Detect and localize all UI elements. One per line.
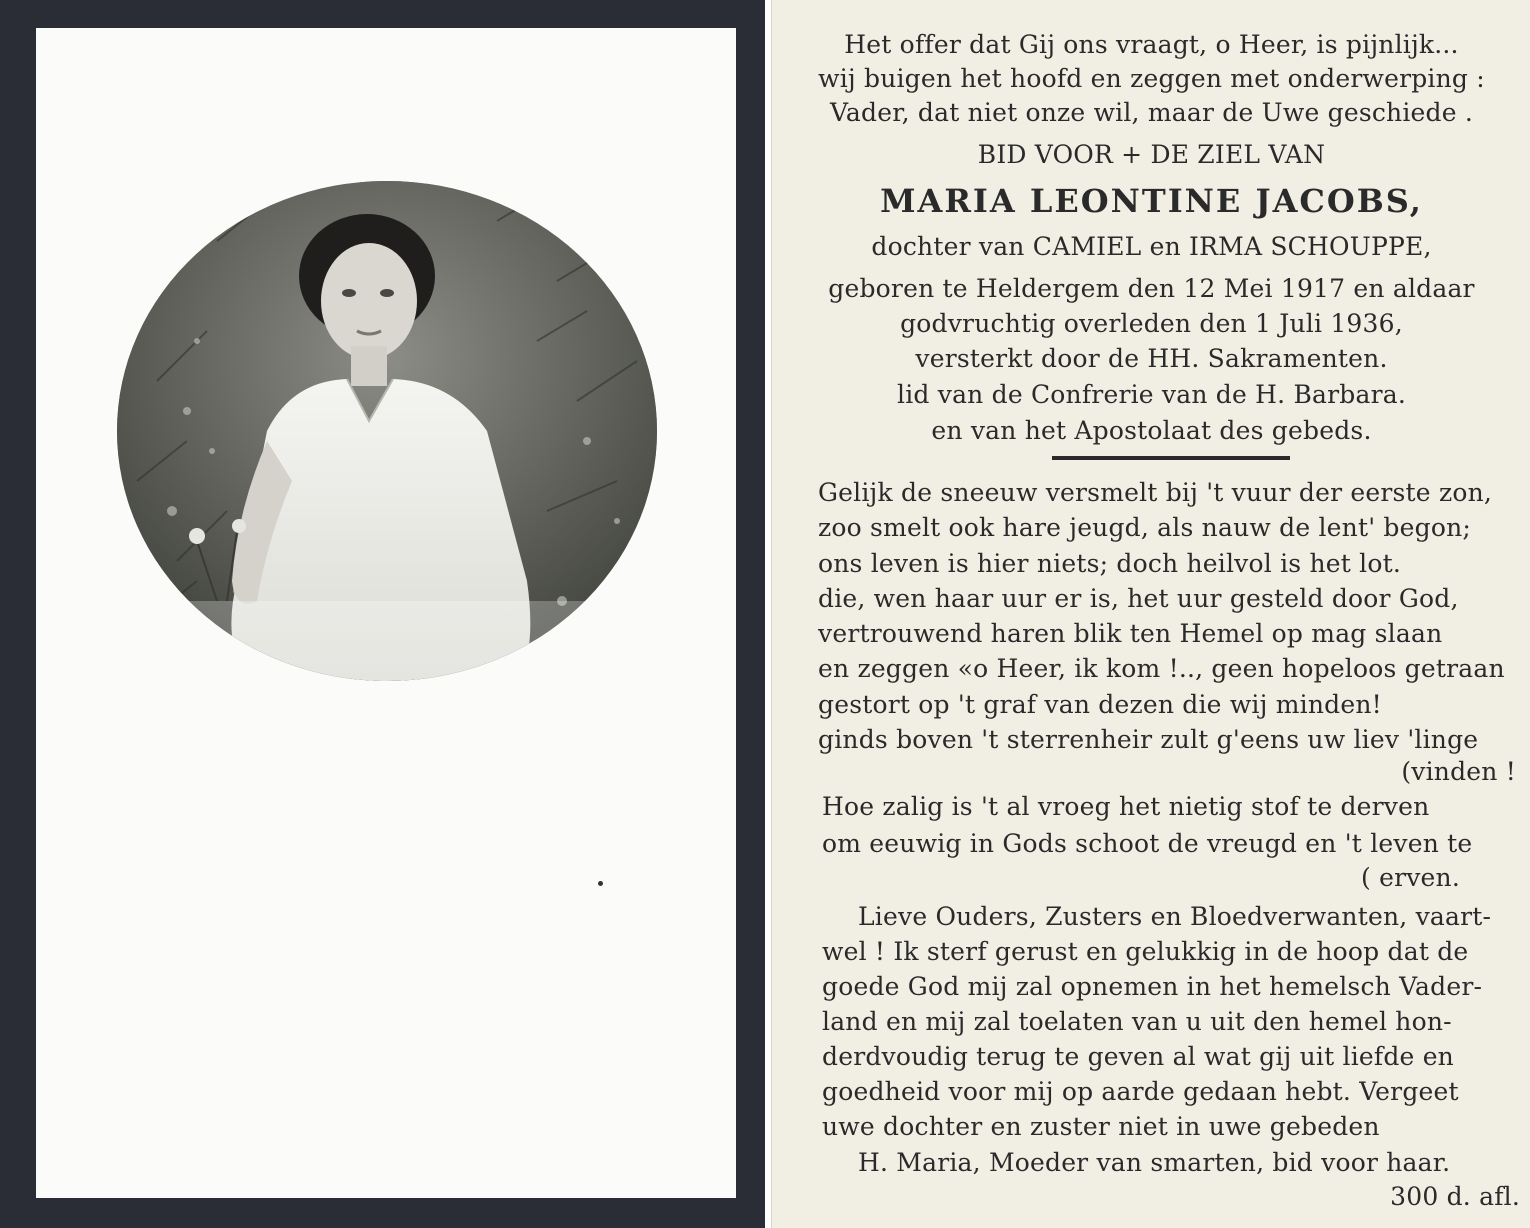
poem-line-5: vertrouwend haren blik ten Hemel op mag slaan bbox=[818, 619, 1443, 648]
prayer-line-1: Het offer dat Gij ons vraagt, o Heer, is pijnlijk... bbox=[844, 30, 1459, 59]
paper-speck bbox=[598, 881, 603, 886]
poem-line-4: die, wen haar uur er is, het uur gesteld door God, bbox=[818, 584, 1459, 613]
poem-line-8: ginds boven 't sterrenheir zult g'eens uw liev 'linge bbox=[818, 725, 1479, 754]
verse2-line-2: om eeuwig in Gods schoot de vreugd en 't leven te bbox=[822, 829, 1473, 858]
poem-line-1: Gelijk de sneeuw versmelt bij 't vuur der eerste zon, bbox=[818, 478, 1493, 507]
invocation-line: H. Maria, Moeder van smarten, bid voor haar. bbox=[858, 1148, 1451, 1177]
farewell-line-3: goede God mij zal opnemen in het hemelsch Vader- bbox=[822, 972, 1483, 1001]
detail-line-4: lid van de Confrerie van de H. Barbara. bbox=[897, 380, 1406, 409]
farewell-line-6: goedheid voor mij op aarde gedaan hebt. Vergeet bbox=[822, 1077, 1459, 1106]
detail-line-5: en van het Apostolaat des gebeds. bbox=[931, 416, 1372, 445]
detail-line-2: godvruchtig overleden den 1 Juli 1936, bbox=[900, 309, 1403, 338]
photo-card bbox=[36, 28, 736, 1198]
farewell-line-4: land en mij zal toelaten van u uit den hemel hon- bbox=[822, 1007, 1452, 1036]
detail-line-1: geboren te Heldergem den 12 Mei 1917 en aldaar bbox=[828, 274, 1475, 303]
poem-line-2: zoo smelt ook hare jeugd, als nauw de lent' begon; bbox=[818, 513, 1471, 542]
parents-line: dochter van CAMIEL en IRMA SCHOUPPE, bbox=[871, 232, 1432, 261]
poem-line-6: en zeggen «o Heer, ik kom !.., geen hopeloos getraan bbox=[818, 654, 1505, 683]
farewell-line-2: wel ! Ik sterf gerust en gelukkig in de hoop dat de bbox=[822, 937, 1469, 966]
text-card bbox=[771, 0, 1530, 1228]
intro-line: BID VOOR + DE ZIEL VAN bbox=[977, 140, 1326, 169]
detail-line-3: versterkt door de HH. Sakramenten. bbox=[915, 344, 1388, 373]
portrait-image bbox=[117, 181, 657, 681]
poem-line-7: gestort op 't graf van dezen die wij minden! bbox=[818, 690, 1382, 719]
farewell-line-7: uwe dochter en zuster niet in uwe gebeden bbox=[822, 1112, 1380, 1141]
verse2-line-1: Hoe zalig is 't al vroeg het nietig stof te derven bbox=[822, 792, 1430, 821]
deceased-name: MARIA LEONTINE JACOBS, bbox=[880, 182, 1423, 220]
verse2-line-end: ( erven. bbox=[1360, 863, 1460, 892]
divider-rule bbox=[1052, 456, 1290, 460]
farewell-line-1: Lieve Ouders, Zusters en Bloedverwanten, vaart- bbox=[858, 902, 1492, 931]
prayer-line-2: wij buigen het hoofd en zeggen met onderwerping : bbox=[818, 64, 1485, 93]
poem-line-end: (vinden ! bbox=[1401, 757, 1516, 786]
portrait-photo bbox=[117, 181, 657, 681]
indulgence-note: 300 d. afl. bbox=[1390, 1182, 1520, 1211]
poem-line-3: ons leven is hier niets; doch heilvol is het lot. bbox=[818, 549, 1401, 578]
prayer-line-3: Vader, dat niet onze wil, maar de Uwe geschiede . bbox=[829, 98, 1474, 127]
farewell-line-5: derdvoudig terug te geven al wat gij uit liefde en bbox=[822, 1042, 1454, 1071]
